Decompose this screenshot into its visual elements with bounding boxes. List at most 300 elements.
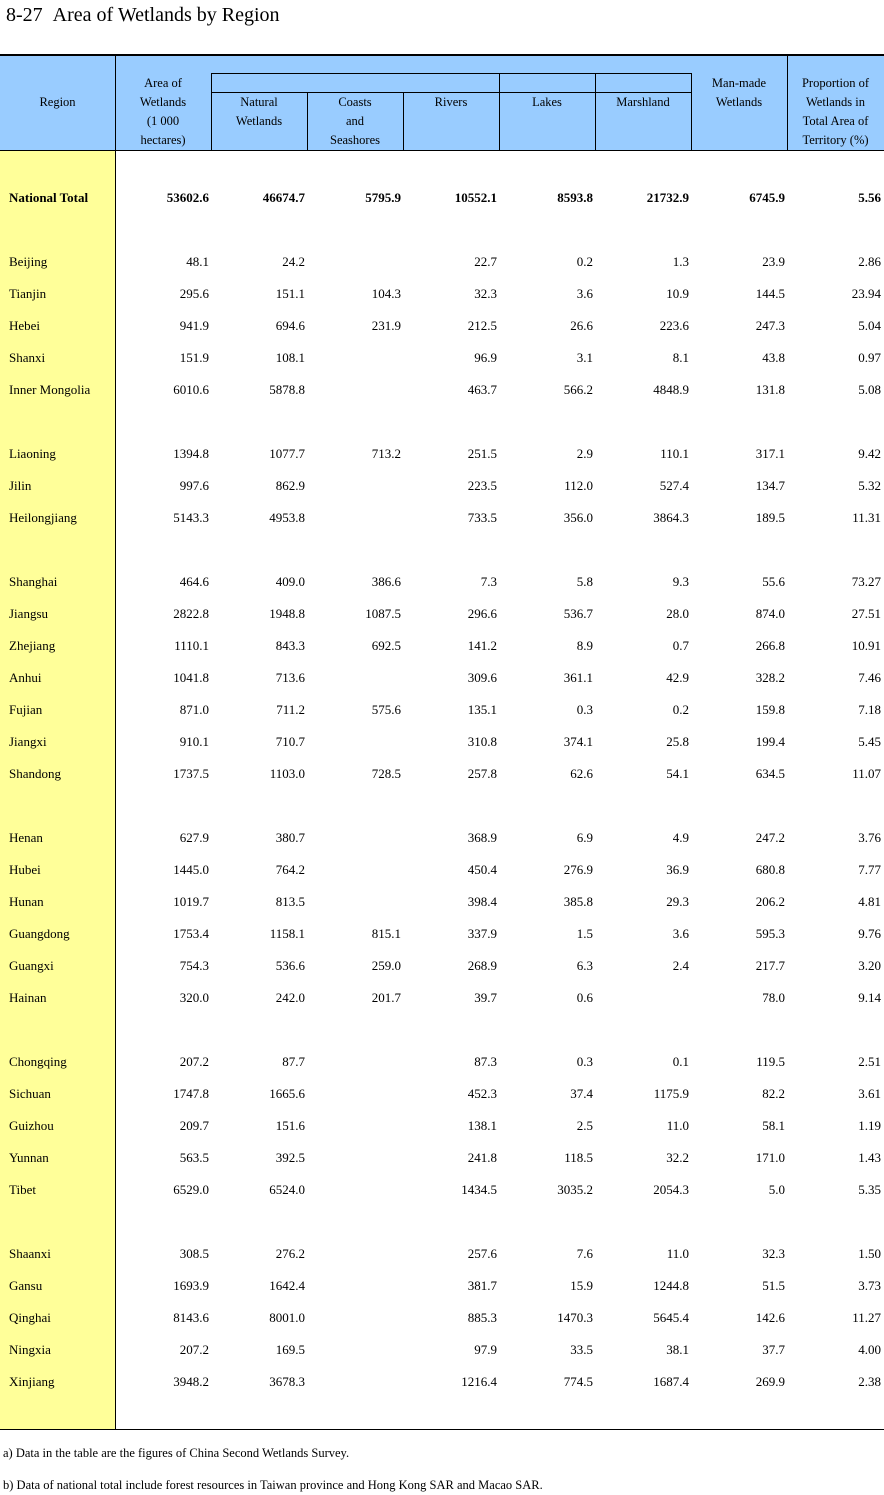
cell-lakes: 1.5	[576, 926, 593, 941]
cell-marshland: 5645.4	[653, 1310, 689, 1325]
cell-lakes: 1470.3	[557, 1310, 593, 1325]
header-bottom-border	[0, 150, 884, 151]
cell-natural: 8001.0	[269, 1310, 305, 1325]
cell-natural: 694.6	[275, 318, 305, 333]
cell-marshland: 1687.4	[653, 1374, 689, 1389]
cell-natural: 151.6	[275, 1118, 305, 1133]
cell-coasts: 231.9	[371, 318, 401, 333]
cell-man-made: 6745.9	[749, 190, 785, 205]
cell-proportion: 5.45	[858, 734, 881, 749]
cell-lakes: 3.1	[576, 350, 593, 365]
cell-rivers: 310.8	[467, 734, 497, 749]
cell-proportion: 5.32	[858, 478, 881, 493]
cell-area: 563.5	[179, 1150, 209, 1165]
cell-rivers: 22.7	[474, 254, 497, 269]
region-name: Guangdong	[9, 926, 70, 941]
cell-natural: 24.2	[282, 254, 305, 269]
table-row	[0, 382, 884, 402]
cell-coasts: 728.5	[371, 766, 401, 781]
footnote-a: a) Data in the table are the figures of China Second Wetlands Survey.	[3, 1446, 350, 1460]
table-row	[0, 510, 884, 530]
cell-natural: 46674.7	[262, 190, 305, 205]
cell-proportion: 7.77	[858, 862, 881, 877]
cell-coasts: 259.0	[371, 958, 401, 973]
cell-lakes: 33.5	[570, 1342, 593, 1357]
cell-coasts: 104.3	[371, 286, 401, 301]
cell-marshland: 0.2	[672, 702, 689, 717]
region-name: Guangxi	[9, 958, 54, 973]
cell-man-made: 874.0	[755, 606, 785, 621]
cell-man-made: 159.8	[755, 702, 785, 717]
cell-man-made: 43.8	[762, 350, 785, 365]
cell-area: 871.0	[179, 702, 209, 717]
cell-lakes: 6.3	[576, 958, 593, 973]
region-name: Yunnan	[9, 1150, 49, 1165]
cell-natural: 862.9	[275, 478, 305, 493]
cell-rivers: 135.1	[467, 702, 497, 717]
cell-natural: 276.2	[275, 1246, 305, 1261]
cell-lakes: 536.7	[563, 606, 593, 621]
header-divider	[595, 73, 596, 151]
cell-area: 941.9	[179, 318, 209, 333]
table-row	[0, 830, 884, 850]
header-man-made-wetlands	[691, 74, 787, 112]
table-row	[0, 254, 884, 274]
region-name: Jiangsu	[9, 606, 48, 621]
cell-proportion: 10.91	[851, 638, 881, 653]
header-line: and	[345, 114, 365, 128]
cell-proportion: 0.97	[858, 350, 881, 365]
cell-lakes: 356.0	[563, 510, 593, 525]
table-row	[0, 606, 884, 626]
table-row	[0, 638, 884, 658]
cell-man-made: 171.0	[755, 1150, 785, 1165]
cell-man-made: 247.2	[755, 830, 785, 845]
header-line: Wetlands	[235, 114, 283, 128]
cell-rivers: 885.3	[467, 1310, 497, 1325]
cell-man-made: 199.4	[755, 734, 785, 749]
header-area-of-wetlands	[115, 74, 211, 150]
cell-marshland: 527.4	[659, 478, 689, 493]
region-name: Shanxi	[9, 350, 46, 365]
cell-natural: 151.1	[275, 286, 305, 301]
cell-man-made: 82.2	[762, 1086, 785, 1101]
header-line: Wetlands	[139, 95, 187, 109]
cell-lakes: 0.3	[576, 1054, 593, 1069]
cell-man-made: 595.3	[755, 926, 785, 941]
table-row	[0, 1310, 884, 1330]
national-total-row	[0, 190, 884, 210]
cell-lakes: 8.9	[576, 638, 593, 653]
cell-rivers: 1434.5	[461, 1182, 497, 1197]
cell-area: 2822.8	[173, 606, 209, 621]
cell-coasts: 5795.9	[365, 190, 401, 205]
table-row	[0, 894, 884, 914]
cell-area: 3948.2	[173, 1374, 209, 1389]
region-name: Sichuan	[9, 1086, 51, 1101]
cell-area: 1753.4	[173, 926, 209, 941]
table-row	[0, 478, 884, 498]
cell-natural: 1642.4	[269, 1278, 305, 1293]
cell-area: 6529.0	[173, 1182, 209, 1197]
cell-marshland: 11.0	[666, 1118, 689, 1133]
cell-marshland: 42.9	[666, 670, 689, 685]
cell-proportion: 27.51	[851, 606, 881, 621]
cell-lakes: 3.6	[576, 286, 593, 301]
header-line: Wetlands	[715, 95, 763, 109]
cell-area: 48.1	[186, 254, 209, 269]
cell-lakes: 276.9	[563, 862, 593, 877]
region-name: Anhui	[9, 670, 42, 685]
region-name: Inner Mongolia	[9, 382, 91, 397]
table-row	[0, 574, 884, 594]
cell-marshland: 1175.9	[653, 1086, 689, 1101]
cell-area: 295.6	[179, 286, 209, 301]
cell-man-made: 55.6	[762, 574, 785, 589]
cell-marshland: 32.2	[666, 1150, 689, 1165]
header-line: Wetlands in	[805, 95, 866, 109]
cell-marshland: 54.1	[666, 766, 689, 781]
cell-rivers: 268.9	[467, 958, 497, 973]
cell-rivers: 251.5	[467, 446, 497, 461]
cell-lakes: 37.4	[570, 1086, 593, 1101]
cell-man-made: 317.1	[755, 446, 785, 461]
cell-coasts: 386.6	[371, 574, 401, 589]
cell-rivers: 368.9	[467, 830, 497, 845]
table-row	[0, 286, 884, 306]
cell-natural: 713.6	[275, 670, 305, 685]
cell-proportion: 1.50	[858, 1246, 881, 1261]
cell-man-made: 247.3	[755, 318, 785, 333]
cell-lakes: 385.8	[563, 894, 593, 909]
table-row	[0, 1182, 884, 1202]
cell-rivers: 212.5	[467, 318, 497, 333]
cell-rivers: 381.7	[467, 1278, 497, 1293]
cell-man-made: 328.2	[755, 670, 785, 685]
cell-rivers: 10552.1	[454, 190, 497, 205]
cell-rivers: 452.3	[467, 1086, 497, 1101]
cell-natural: 710.7	[275, 734, 305, 749]
cell-natural: 3678.3	[269, 1374, 305, 1389]
table-row	[0, 446, 884, 466]
cell-man-made: 269.9	[755, 1374, 785, 1389]
header-line: Coasts	[338, 95, 372, 109]
cell-natural: 843.3	[275, 638, 305, 653]
region-name: Shandong	[9, 766, 61, 781]
cell-coasts: 815.1	[371, 926, 401, 941]
table-row	[0, 1150, 884, 1170]
cell-marshland: 28.0	[666, 606, 689, 621]
cell-rivers: 1216.4	[461, 1374, 497, 1389]
cell-man-made: 266.8	[755, 638, 785, 653]
region-name: Heilongjiang	[9, 510, 77, 525]
header-divider	[499, 73, 500, 151]
cell-lakes: 5.8	[576, 574, 593, 589]
cell-marshland: 1.3	[672, 254, 689, 269]
header-line: Territory (%)	[802, 133, 869, 147]
cell-rivers: 32.3	[474, 286, 497, 301]
table-row	[0, 958, 884, 978]
cell-natural: 1948.8	[269, 606, 305, 621]
cell-rivers: 87.3	[474, 1054, 497, 1069]
cell-man-made: 58.1	[762, 1118, 785, 1133]
cell-proportion: 9.14	[858, 990, 881, 1005]
region-name: Hainan	[9, 990, 47, 1005]
table-row	[0, 1278, 884, 1298]
header-region: Region	[39, 95, 76, 109]
cell-proportion: 11.31	[852, 510, 881, 525]
cell-proportion: 11.27	[852, 1310, 881, 1325]
region-name: Xinjiang	[9, 1374, 55, 1389]
cell-marshland: 11.0	[666, 1246, 689, 1261]
cell-proportion: 9.76	[858, 926, 881, 941]
cell-rivers: 138.1	[467, 1118, 497, 1133]
cell-marshland: 29.3	[666, 894, 689, 909]
table-title: Area of Wetlands by Region	[52, 4, 280, 26]
cell-natural: 1077.7	[269, 446, 305, 461]
cell-rivers: 309.6	[467, 670, 497, 685]
cell-man-made: 680.8	[755, 862, 785, 877]
region-name: Jiangxi	[9, 734, 47, 749]
table-bottom-border	[0, 1429, 884, 1430]
cell-man-made: 189.5	[755, 510, 785, 525]
cell-man-made: 78.0	[762, 990, 785, 1005]
cell-lakes: 112.0	[564, 478, 593, 493]
cell-area: 151.9	[179, 350, 209, 365]
table-row	[0, 670, 884, 690]
region-name: Tianjin	[9, 286, 47, 301]
cell-man-made: 142.6	[755, 1310, 785, 1325]
cell-marshland: 38.1	[666, 1342, 689, 1357]
table-row	[0, 1054, 884, 1074]
cell-proportion: 23.94	[851, 286, 881, 301]
cell-rivers: 296.6	[467, 606, 497, 621]
table-row	[0, 1374, 884, 1394]
cell-natural: 392.5	[275, 1150, 305, 1165]
cell-proportion: 3.61	[858, 1086, 881, 1101]
cell-marshland: 36.9	[666, 862, 689, 877]
cell-natural: 87.7	[282, 1054, 305, 1069]
cell-lakes: 7.6	[576, 1246, 593, 1261]
cell-lakes: 15.9	[570, 1278, 593, 1293]
region-name: Chongqing	[9, 1054, 67, 1069]
cell-proportion: 4.81	[858, 894, 881, 909]
cell-lakes: 774.5	[563, 1374, 593, 1389]
header-line: Marshland	[616, 95, 670, 109]
cell-proportion: 3.73	[858, 1278, 881, 1293]
cell-man-made: 32.3	[762, 1246, 785, 1261]
cell-man-made: 5.0	[768, 1182, 785, 1197]
cell-proportion: 7.46	[858, 670, 881, 685]
header-marshland	[595, 93, 691, 112]
cell-lakes: 361.1	[563, 670, 593, 685]
cell-rivers: 463.7	[467, 382, 497, 397]
cell-area: 627.9	[179, 830, 209, 845]
cell-man-made: 217.7	[755, 958, 785, 973]
header-line: hectares)	[140, 133, 186, 147]
cell-proportion: 3.20	[858, 958, 881, 973]
cell-lakes: 0.6	[576, 990, 593, 1005]
cell-lakes: 374.1	[563, 734, 593, 749]
cell-man-made: 51.5	[762, 1278, 785, 1293]
table-row	[0, 862, 884, 882]
region-name: Shaanxi	[9, 1246, 51, 1261]
table-top-border	[0, 54, 884, 56]
cell-natural: 1158.1	[269, 926, 305, 941]
cell-area: 8143.6	[173, 1310, 209, 1325]
cell-area: 1110.1	[174, 638, 209, 653]
cell-natural: 4953.8	[269, 510, 305, 525]
cell-rivers: 223.5	[467, 478, 497, 493]
table-row	[0, 734, 884, 754]
header-natural-wetlands	[211, 93, 307, 131]
cell-man-made: 206.2	[755, 894, 785, 909]
table-row	[0, 702, 884, 722]
cell-rivers: 97.9	[474, 1342, 497, 1357]
cell-coasts: 1087.5	[365, 606, 401, 621]
header-lakes	[499, 93, 595, 112]
cell-lakes: 8593.8	[557, 190, 593, 205]
region-name: Zhejiang	[9, 638, 56, 653]
cell-marshland: 110.1	[660, 446, 689, 461]
cell-natural: 5878.8	[269, 382, 305, 397]
cell-lakes: 2.9	[576, 446, 593, 461]
cell-coasts: 692.5	[371, 638, 401, 653]
cell-natural: 169.5	[275, 1342, 305, 1357]
cell-area: 209.7	[179, 1118, 209, 1133]
cell-natural: 380.7	[275, 830, 305, 845]
cell-marshland: 8.1	[672, 350, 689, 365]
cell-area: 207.2	[179, 1342, 209, 1357]
cell-proportion: 7.18	[858, 702, 881, 717]
region-name: Hubei	[9, 862, 41, 877]
region-name: National Total	[9, 190, 89, 205]
cell-marshland: 4848.9	[653, 382, 689, 397]
cell-area: 308.5	[179, 1246, 209, 1261]
region-name: Fujian	[9, 702, 43, 717]
cell-lakes: 566.2	[563, 382, 593, 397]
cell-area: 53602.6	[166, 190, 209, 205]
cell-natural: 6524.0	[269, 1182, 305, 1197]
header-line: Man-made	[711, 76, 767, 90]
header-coasts-and-seashores	[307, 93, 403, 150]
header-line: Proportion of	[801, 76, 869, 90]
region-name: Jilin	[9, 478, 32, 493]
region-name: Henan	[9, 830, 43, 845]
cell-area: 1394.8	[173, 446, 209, 461]
cell-lakes: 26.6	[570, 318, 593, 333]
cell-area: 997.6	[179, 478, 209, 493]
cell-marshland: 223.6	[659, 318, 689, 333]
cell-proportion: 5.56	[858, 190, 881, 205]
cell-coasts: 201.7	[371, 990, 401, 1005]
cell-lakes: 62.6	[570, 766, 593, 781]
cell-area: 464.6	[179, 574, 209, 589]
table-row	[0, 1086, 884, 1106]
cell-area: 1737.5	[173, 766, 209, 781]
cell-coasts: 713.2	[371, 446, 401, 461]
cell-natural: 1665.6	[269, 1086, 305, 1101]
header-line: Seashores	[330, 133, 380, 147]
page-title	[6, 4, 280, 27]
cell-lakes: 2.5	[576, 1118, 593, 1133]
cell-marshland: 25.8	[666, 734, 689, 749]
region-column-background	[0, 151, 115, 1430]
table-number: 8-27	[6, 4, 43, 26]
cell-rivers: 39.7	[474, 990, 497, 1005]
table-row	[0, 318, 884, 338]
cell-proportion: 5.04	[858, 318, 881, 333]
cell-natural: 242.0	[275, 990, 305, 1005]
cell-marshland: 21732.9	[646, 190, 689, 205]
table-row	[0, 1246, 884, 1266]
cell-rivers: 733.5	[467, 510, 497, 525]
cell-man-made: 37.7	[762, 1342, 785, 1357]
region-name: Ningxia	[9, 1342, 51, 1357]
cell-proportion: 2.51	[858, 1054, 881, 1069]
header-line: Rivers	[434, 95, 468, 109]
cell-natural: 813.5	[275, 894, 305, 909]
cell-man-made: 634.5	[755, 766, 785, 781]
cell-proportion: 11.07	[852, 766, 881, 781]
cell-proportion: 1.43	[858, 1150, 881, 1165]
cell-proportion: 9.42	[858, 446, 881, 461]
cell-rivers: 96.9	[474, 350, 497, 365]
region-name: Hunan	[9, 894, 44, 909]
region-name: Beijing	[9, 254, 48, 269]
cell-proportion: 5.35	[858, 1182, 881, 1197]
header-line: Area of	[144, 76, 182, 90]
table-row	[0, 1342, 884, 1362]
header-line: (1 000	[146, 114, 180, 128]
cell-lakes: 118.5	[564, 1150, 593, 1165]
cell-natural: 764.2	[275, 862, 305, 877]
region-name: Liaoning	[9, 446, 56, 461]
cell-marshland: 9.3	[672, 574, 689, 589]
cell-area: 1445.0	[173, 862, 209, 877]
cell-man-made: 131.8	[755, 382, 785, 397]
cell-rivers: 398.4	[467, 894, 497, 909]
cell-man-made: 144.5	[755, 286, 785, 301]
region-name: Hebei	[9, 318, 41, 333]
region-name: Tibet	[9, 1182, 36, 1197]
cell-area: 207.2	[179, 1054, 209, 1069]
header-line: Natural	[240, 95, 278, 109]
cell-area: 6010.6	[173, 382, 209, 397]
cell-man-made: 134.7	[755, 478, 785, 493]
cell-man-made: 23.9	[762, 254, 785, 269]
cell-area: 910.1	[179, 734, 209, 749]
cell-rivers: 241.8	[467, 1150, 497, 1165]
table-row	[0, 766, 884, 786]
table-row	[0, 926, 884, 946]
cell-proportion: 2.86	[858, 254, 881, 269]
cell-man-made: 119.5	[756, 1054, 785, 1069]
cell-rivers: 141.2	[467, 638, 497, 653]
cell-natural: 536.6	[275, 958, 305, 973]
cell-natural: 108.1	[275, 350, 305, 365]
cell-area: 1693.9	[173, 1278, 209, 1293]
cell-area: 1747.8	[173, 1086, 209, 1101]
table-row	[0, 990, 884, 1010]
cell-natural: 711.2	[276, 702, 305, 717]
header-rivers	[403, 93, 499, 112]
cell-natural: 409.0	[275, 574, 305, 589]
cell-rivers: 7.3	[480, 574, 497, 589]
cell-proportion: 5.08	[858, 382, 881, 397]
cell-marshland: 2.4	[672, 958, 689, 973]
header-proportion-of-territory	[787, 74, 884, 150]
